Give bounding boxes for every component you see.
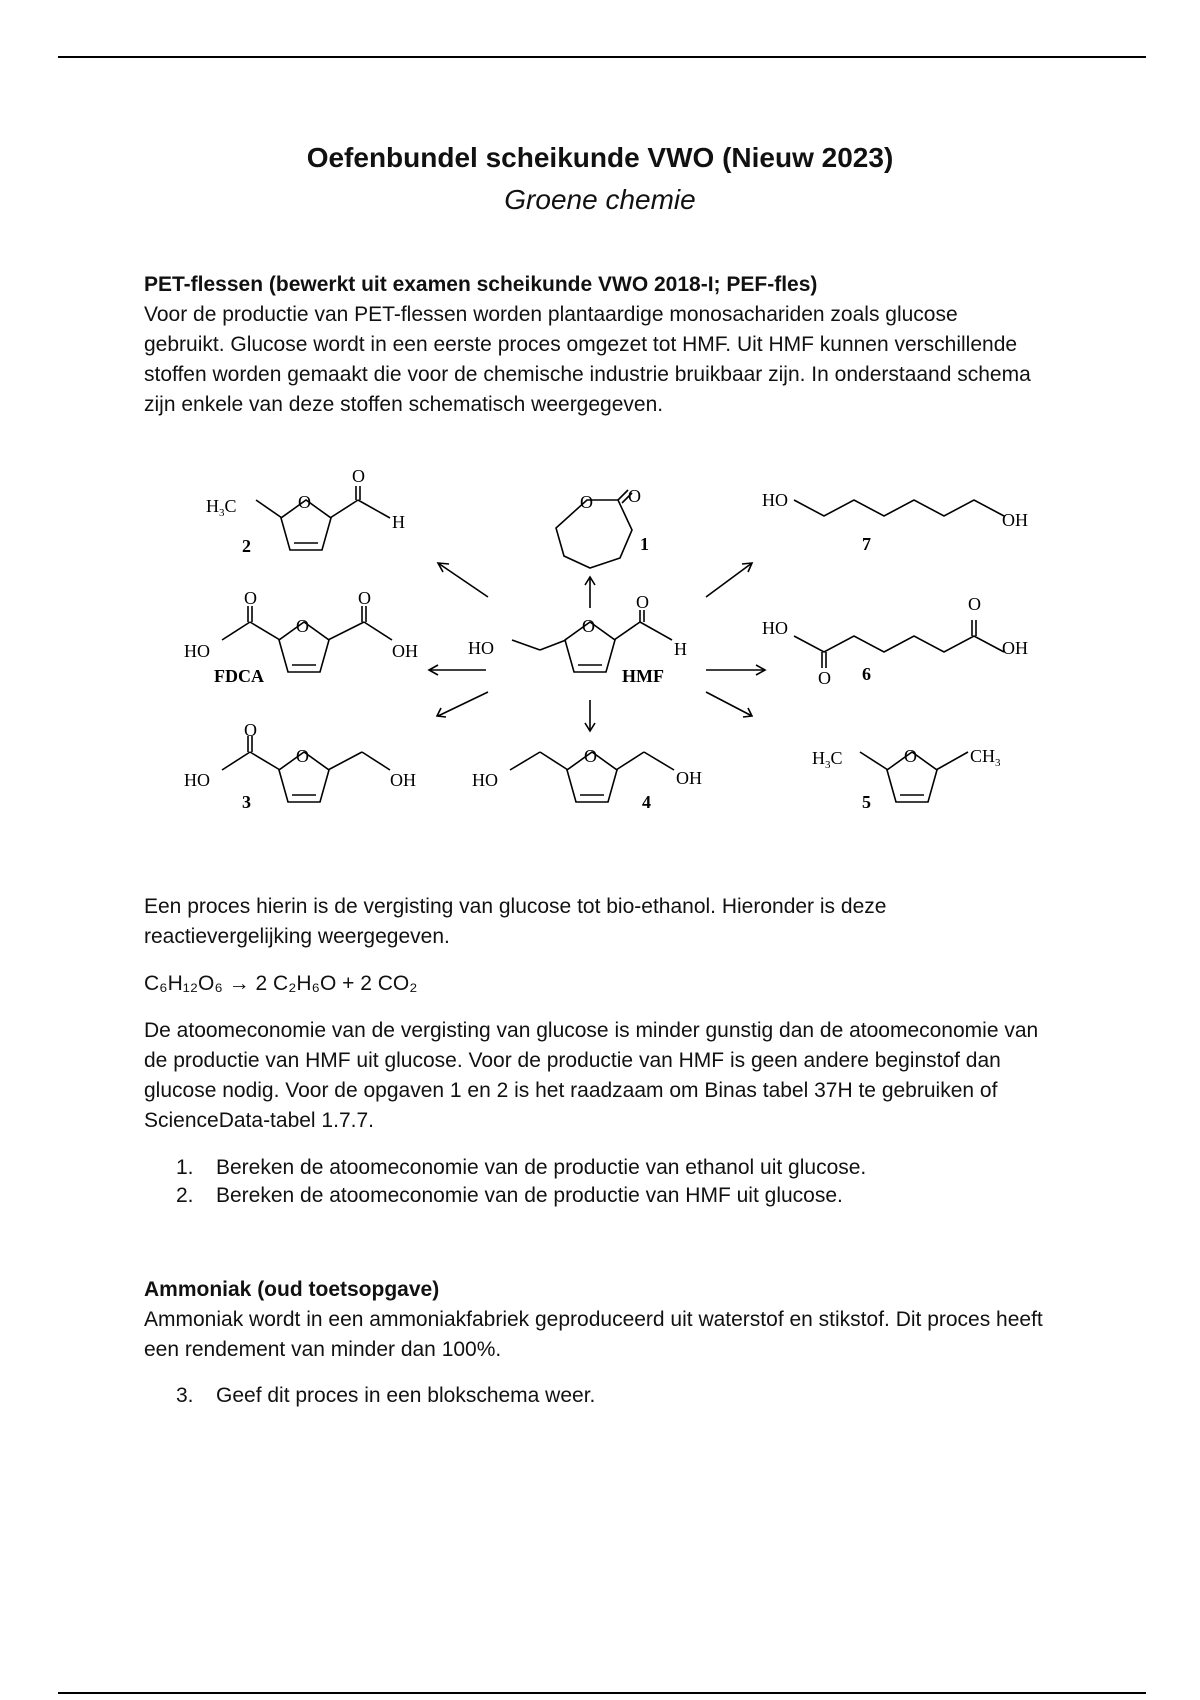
svg-text:HO: HO [184,641,210,661]
question-item [176,1182,1056,1210]
label-4: 4 [642,792,651,812]
compound-7 [762,490,1028,554]
compound-1 [556,486,649,568]
svg-text:O: O [296,616,309,636]
svg-text:H: H [674,639,687,659]
question-list-2 [176,1382,1056,1410]
svg-text:O: O [628,486,641,506]
label-2: 2 [242,536,251,556]
label-fdca: FDCA [214,666,264,686]
svg-text:O: O [968,594,981,614]
svg-text:H: H [392,512,405,532]
svg-text:H3C: $H_3C$ [812,748,843,771]
para-atoomeconomie [144,1016,1044,1136]
question-text: Bereken de atoomeconomie van de productie van HMF uit glucose. [216,1184,843,1207]
para-3: De atoomeconomie van de vergisting van glucose is minder gunstig dan de atoomeconomie van de productie van HMF uit glucose. Voor de productie van HMF is geen andere beginstof dan glucose nodig. Voor de opgaven 1 en 2 is het raadzaam om Binas tabel 37H te gebruiken of ScienceData-tabel 1.7.7. [144,1019,1039,1132]
label-7: 7 [862,534,871,554]
label-hmf: HMF [622,666,664,686]
svg-text:O: O [296,746,309,766]
page-title: Oefenbundel scheikunde VWO (Nieuw 2023) [306,142,894,173]
section-intro-ammoniak: Ammoniak wordt in een ammoniakfabriek geproduceerd uit waterstof en stikstof. Dit proces heeft een rendement van minder dan 100%. [144,1308,1043,1361]
question-text: Geef dit proces in een blokschema weer. [216,1384,596,1407]
compound-fdca [184,588,418,686]
svg-text:O: O [580,492,593,512]
para-vergisting [144,892,1044,952]
hmf-structure [468,592,687,686]
compound-6 [762,594,1028,688]
svg-text:OH: OH [392,641,418,661]
question-text: Bereken de atoomeconomie van de productie van ethanol uit glucose. [216,1156,867,1179]
svg-text:H3C: $H_3C$ [206,496,237,519]
svg-text:HO: HO [184,770,210,790]
svg-text:O: O [904,746,917,766]
svg-text:HO: HO [762,490,788,510]
label-1: 1 [640,534,649,554]
svg-text:OH: OH [1002,510,1028,530]
compound-2 [206,466,405,556]
section-intro-pet: Voor de productie van PET-flessen worden plantaardige monosachariden zoals glucose gebruikt. Glucose wordt in een eerste proces omgezet tot HMF. Uit HMF kunnen verschillende stoffen worden gemaakt die voor de chemische industrie bruikbaar zijn. In onderstaand schema zijn enkele van deze stoffen schematisch weergegeven. [144,303,1031,416]
svg-text:HO: HO [468,638,494,658]
section-ammoniak [144,1275,1044,1365]
svg-text:O: O [584,746,597,766]
svg-text:HO: HO [472,770,498,790]
label-5: 5 [862,792,871,812]
svg-text:O: O [244,720,257,740]
question-number: 2. [176,1184,194,1207]
question-number: 3. [176,1384,194,1407]
question-list-1 [176,1154,1056,1210]
compound-4 [472,746,702,812]
label-3: 3 [242,792,251,812]
svg-text:O: O [818,668,831,688]
label-6: 6 [862,664,871,684]
compound-5 [812,746,1001,812]
bottom-rule [58,1692,1146,1694]
para-2: Een proces hierin is de vergisting van glucose tot bio-ethanol. Hieronder is deze reactievergelijking weergegeven. [144,895,887,948]
compound-3 [184,720,416,812]
svg-text:HO: HO [762,618,788,638]
svg-text:OH: OH [676,768,702,788]
svg-text:CH3: $CH_3$ [970,746,1001,769]
question-item [176,1382,1056,1410]
svg-text:O: O [298,492,311,512]
question-number: 1. [176,1156,194,1179]
page-subtitle: Groene chemie [504,184,696,215]
section-heading-pet: PET-flessen (bewerkt uit examen scheikunde VWO 2018-I; PEF-fles) [144,273,818,296]
svg-text:O: O [636,592,649,612]
reaction-equation: C₆H₁₂O₆ → 2 C₂H₆O + 2 CO₂ [144,972,418,995]
section-heading-ammoniak: Ammoniak (oud toetsopgave) [144,1278,440,1301]
svg-text:O: O [352,466,365,486]
svg-text:O: O [244,588,257,608]
question-item [176,1154,1056,1182]
svg-text:O: O [582,616,595,636]
svg-text:OH: OH [390,770,416,790]
svg-text:O: O [358,588,371,608]
svg-text:OH: OH [1002,638,1028,658]
